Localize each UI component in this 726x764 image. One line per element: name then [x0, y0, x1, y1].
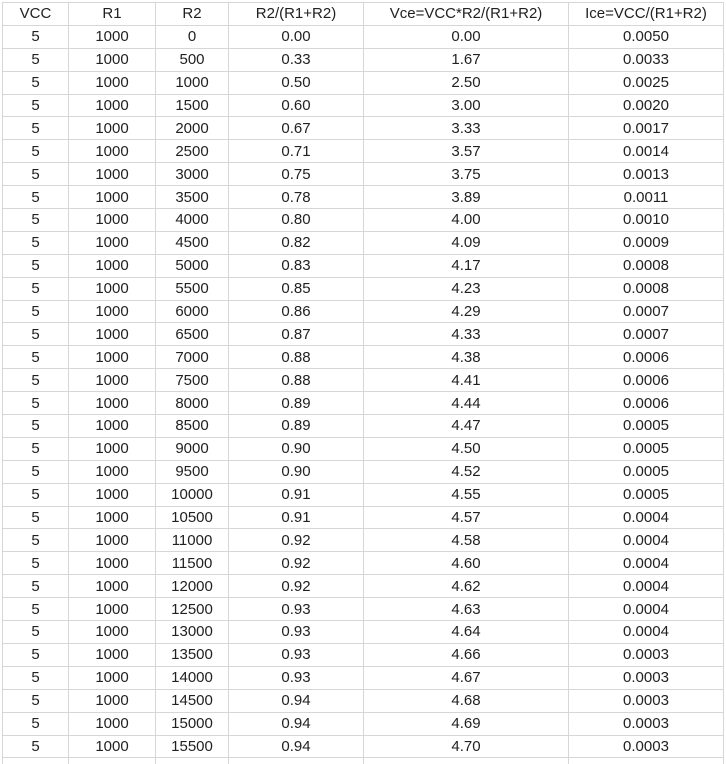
column-header[interactable]: R2/(R1+R2): [229, 3, 364, 26]
spreadsheet: [2, 2, 724, 764]
table-cell[interactable]: 3000: [156, 163, 229, 186]
table-cell[interactable]: 0.88: [229, 369, 364, 392]
table-row: [3, 460, 724, 483]
partial-empty-row: [3, 758, 724, 764]
table-cell[interactable]: 10000: [156, 483, 229, 506]
table-cell[interactable]: 0.92: [229, 529, 364, 552]
table-cell[interactable]: 5: [3, 689, 69, 712]
table-cell[interactable]: 1000: [69, 346, 156, 369]
table-cell[interactable]: 9500: [156, 460, 229, 483]
table-cell[interactable]: 1000: [69, 621, 156, 644]
table-cell[interactable]: 1000: [69, 483, 156, 506]
table-cell[interactable]: 4.52: [364, 460, 569, 483]
table-cell[interactable]: 13500: [156, 643, 229, 666]
table-cell[interactable]: 0.93: [229, 621, 364, 644]
table-cell[interactable]: 4.23: [364, 277, 569, 300]
table-cell[interactable]: 4.67: [364, 666, 569, 689]
table-cell[interactable]: 1000: [69, 71, 156, 94]
table-cell[interactable]: 4.57: [364, 506, 569, 529]
table-cell[interactable]: 0.71: [229, 140, 364, 163]
table-cell[interactable]: 3.00: [364, 94, 569, 117]
table-cell[interactable]: 0.0006: [569, 392, 724, 415]
table-cell[interactable]: 5: [3, 369, 69, 392]
table-cell[interactable]: 0.85: [229, 277, 364, 300]
table-cell[interactable]: 0.0004: [569, 506, 724, 529]
table-row: [3, 25, 724, 48]
table-cell[interactable]: 11500: [156, 552, 229, 575]
table-cell[interactable]: 4.38: [364, 346, 569, 369]
table-cell[interactable]: 3.75: [364, 163, 569, 186]
table-cell[interactable]: 1000: [69, 209, 156, 232]
table-cell[interactable]: 0.0025: [569, 71, 724, 94]
table-row: [3, 552, 724, 575]
table-row: [3, 689, 724, 712]
table-cell[interactable]: 5: [3, 460, 69, 483]
table-cell[interactable]: 1000: [69, 712, 156, 735]
table-row: [3, 254, 724, 277]
table-cell[interactable]: 4.62: [364, 575, 569, 598]
table-cell[interactable]: 3.33: [364, 117, 569, 140]
empty-cell[interactable]: [229, 758, 364, 764]
table-cell[interactable]: 1000: [69, 140, 156, 163]
table-cell[interactable]: 0.94: [229, 689, 364, 712]
table-cell[interactable]: 5: [3, 209, 69, 232]
table-row: [3, 506, 724, 529]
table-cell[interactable]: 4.41: [364, 369, 569, 392]
table-cell[interactable]: 12500: [156, 598, 229, 621]
column-header[interactable]: Vce=VCC*R2/(R1+R2): [364, 3, 569, 26]
table-row: [3, 575, 724, 598]
table-cell[interactable]: 5: [3, 575, 69, 598]
table-cell[interactable]: 5: [3, 552, 69, 575]
table-cell[interactable]: 2.50: [364, 71, 569, 94]
table-cell[interactable]: 0.0003: [569, 689, 724, 712]
table-cell[interactable]: 1000: [156, 71, 229, 94]
table-cell[interactable]: 5000: [156, 254, 229, 277]
table-cell[interactable]: 1000: [69, 437, 156, 460]
table-cell[interactable]: 1000: [69, 254, 156, 277]
table-cell[interactable]: 0.94: [229, 735, 364, 758]
table-cell[interactable]: 4.69: [364, 712, 569, 735]
table-cell[interactable]: 1000: [69, 323, 156, 346]
table-cell[interactable]: 1000: [69, 666, 156, 689]
table-cell[interactable]: 3500: [156, 186, 229, 209]
table-cell[interactable]: 3.89: [364, 186, 569, 209]
table-cell[interactable]: 0.0033: [569, 48, 724, 71]
table-cell[interactable]: 1000: [69, 575, 156, 598]
table-cell[interactable]: 5: [3, 712, 69, 735]
table-cell[interactable]: 0.93: [229, 598, 364, 621]
table-cell[interactable]: 15000: [156, 712, 229, 735]
table-cell[interactable]: 0.50: [229, 71, 364, 94]
table-cell[interactable]: 5: [3, 48, 69, 71]
table-cell[interactable]: 0.89: [229, 415, 364, 438]
table-cell[interactable]: 0.0008: [569, 254, 724, 277]
table-cell[interactable]: 1000: [69, 689, 156, 712]
table-cell[interactable]: 4.58: [364, 529, 569, 552]
table-cell[interactable]: 5: [3, 277, 69, 300]
table-cell[interactable]: 1500: [156, 94, 229, 117]
table-cell[interactable]: 2500: [156, 140, 229, 163]
table-cell[interactable]: 0.0008: [569, 277, 724, 300]
table-cell[interactable]: 1000: [69, 163, 156, 186]
table-row: [3, 483, 724, 506]
table-cell[interactable]: 0.75: [229, 163, 364, 186]
table-cell[interactable]: 1.67: [364, 48, 569, 71]
table-cell[interactable]: 0.0050: [569, 25, 724, 48]
table-cell[interactable]: 5: [3, 643, 69, 666]
table-cell[interactable]: 5: [3, 415, 69, 438]
table-cell[interactable]: 1000: [69, 48, 156, 71]
table-cell[interactable]: 0.90: [229, 437, 364, 460]
table-row: [3, 48, 724, 71]
table-row: [3, 140, 724, 163]
table-row: [3, 369, 724, 392]
table-row: [3, 666, 724, 689]
table-cell[interactable]: 1000: [69, 186, 156, 209]
table-cell[interactable]: 5: [3, 300, 69, 323]
table-cell[interactable]: 0.60: [229, 94, 364, 117]
table-cell[interactable]: 5: [3, 437, 69, 460]
table-cell[interactable]: 7000: [156, 346, 229, 369]
table-cell[interactable]: 1000: [69, 369, 156, 392]
table-cell[interactable]: 5: [3, 598, 69, 621]
table-row: [3, 712, 724, 735]
table-cell[interactable]: 1000: [69, 735, 156, 758]
header-row: [3, 3, 724, 26]
table-row: [3, 209, 724, 232]
table-cell[interactable]: 4000: [156, 209, 229, 232]
table-row: [3, 300, 724, 323]
table-cell[interactable]: 8000: [156, 392, 229, 415]
table-row: [3, 277, 724, 300]
table-cell[interactable]: 0.0004: [569, 575, 724, 598]
table-cell[interactable]: 0.0005: [569, 415, 724, 438]
table-cell[interactable]: 5: [3, 163, 69, 186]
table-cell[interactable]: 1000: [69, 300, 156, 323]
table-cell[interactable]: 1000: [69, 529, 156, 552]
table-cell[interactable]: 0.88: [229, 346, 364, 369]
table-cell[interactable]: 0.0004: [569, 529, 724, 552]
table-cell[interactable]: 0.0005: [569, 460, 724, 483]
table-cell[interactable]: 5: [3, 186, 69, 209]
table-cell[interactable]: 5: [3, 25, 69, 48]
table-cell[interactable]: 5: [3, 71, 69, 94]
table-cell[interactable]: 5: [3, 117, 69, 140]
table-cell[interactable]: 15500: [156, 735, 229, 758]
table-cell[interactable]: 0.0013: [569, 163, 724, 186]
table-row: [3, 643, 724, 666]
empty-cell[interactable]: [569, 758, 724, 764]
spreadsheet-table: [2, 2, 724, 764]
table-cell[interactable]: 4.33: [364, 323, 569, 346]
table-cell[interactable]: 0.92: [229, 575, 364, 598]
table-cell[interactable]: 4.47: [364, 415, 569, 438]
table-cell[interactable]: 0.33: [229, 48, 364, 71]
table-cell[interactable]: 14500: [156, 689, 229, 712]
table-cell[interactable]: 0.0010: [569, 209, 724, 232]
table-cell[interactable]: 0.0003: [569, 712, 724, 735]
table-cell[interactable]: 6000: [156, 300, 229, 323]
table-cell[interactable]: 0.86: [229, 300, 364, 323]
table-cell[interactable]: 1000: [69, 552, 156, 575]
table-cell[interactable]: 5: [3, 483, 69, 506]
table-cell[interactable]: 5: [3, 254, 69, 277]
table-cell[interactable]: 0.0006: [569, 346, 724, 369]
table-cell[interactable]: 4.64: [364, 621, 569, 644]
table-cell[interactable]: 7500: [156, 369, 229, 392]
empty-cell[interactable]: [364, 758, 569, 764]
table-cell[interactable]: 4.44: [364, 392, 569, 415]
table-cell[interactable]: 5: [3, 506, 69, 529]
table-cell[interactable]: 0.0007: [569, 300, 724, 323]
table-cell[interactable]: 0.0005: [569, 437, 724, 460]
table-cell[interactable]: 8500: [156, 415, 229, 438]
table-cell[interactable]: 1000: [69, 117, 156, 140]
table-cell[interactable]: 1000: [69, 25, 156, 48]
table-cell[interactable]: 5: [3, 621, 69, 644]
table-cell[interactable]: 5500: [156, 277, 229, 300]
column-header[interactable]: VCC: [3, 3, 69, 26]
table-cell[interactable]: 1000: [69, 598, 156, 621]
table-cell[interactable]: 0.0007: [569, 323, 724, 346]
table-cell[interactable]: 0.0009: [569, 231, 724, 254]
empty-cell[interactable]: [69, 758, 156, 764]
table-cell[interactable]: 0.92: [229, 552, 364, 575]
table-cell[interactable]: 4.66: [364, 643, 569, 666]
column-header[interactable]: R2: [156, 3, 229, 26]
table-cell[interactable]: 0.87: [229, 323, 364, 346]
table-row: [3, 346, 724, 369]
table-cell[interactable]: 5: [3, 735, 69, 758]
table-cell[interactable]: 0.82: [229, 231, 364, 254]
table-row: [3, 621, 724, 644]
table-cell[interactable]: 6500: [156, 323, 229, 346]
table-cell[interactable]: 5: [3, 392, 69, 415]
table-cell[interactable]: 0.89: [229, 392, 364, 415]
table-row: [3, 323, 724, 346]
table-cell[interactable]: 500: [156, 48, 229, 71]
table-cell[interactable]: 4500: [156, 231, 229, 254]
table-row: [3, 529, 724, 552]
table-row: [3, 415, 724, 438]
table-cell[interactable]: 5: [3, 94, 69, 117]
table-cell[interactable]: 0.0004: [569, 552, 724, 575]
table-cell[interactable]: 0.91: [229, 483, 364, 506]
table-cell[interactable]: 12000: [156, 575, 229, 598]
column-header[interactable]: Ice=VCC/(R1+R2): [569, 3, 724, 26]
empty-cell[interactable]: [156, 758, 229, 764]
table-cell[interactable]: 3.57: [364, 140, 569, 163]
table-cell[interactable]: 14000: [156, 666, 229, 689]
table-cell[interactable]: 0: [156, 25, 229, 48]
table-cell[interactable]: 0.0004: [569, 598, 724, 621]
table-cell[interactable]: 0.93: [229, 643, 364, 666]
table-cell[interactable]: 0.0017: [569, 117, 724, 140]
table-cell[interactable]: 5: [3, 666, 69, 689]
table-cell[interactable]: 0.93: [229, 666, 364, 689]
table-row: [3, 437, 724, 460]
table-cell[interactable]: 0.78: [229, 186, 364, 209]
table-cell[interactable]: 1000: [69, 460, 156, 483]
table-cell[interactable]: 0.0011: [569, 186, 724, 209]
table-row: [3, 231, 724, 254]
table-cell[interactable]: 4.29: [364, 300, 569, 323]
table-cell[interactable]: 4.70: [364, 735, 569, 758]
table-cell[interactable]: 1000: [69, 231, 156, 254]
table-cell[interactable]: 0.0003: [569, 643, 724, 666]
table-cell[interactable]: 0.0003: [569, 735, 724, 758]
table-cell[interactable]: 5: [3, 529, 69, 552]
table-cell[interactable]: 0.0005: [569, 483, 724, 506]
table-cell[interactable]: 9000: [156, 437, 229, 460]
table-cell[interactable]: 10500: [156, 506, 229, 529]
table-cell[interactable]: 5: [3, 323, 69, 346]
table-cell[interactable]: 4.50: [364, 437, 569, 460]
empty-cell[interactable]: [3, 758, 69, 764]
table-cell[interactable]: 1000: [69, 643, 156, 666]
table-cell[interactable]: 0.67: [229, 117, 364, 140]
table-cell[interactable]: 1000: [69, 392, 156, 415]
table-cell[interactable]: 0.90: [229, 460, 364, 483]
table-cell[interactable]: 5: [3, 346, 69, 369]
table-cell[interactable]: 5: [3, 140, 69, 163]
table-cell[interactable]: 4.55: [364, 483, 569, 506]
table-row: [3, 71, 724, 94]
table-row: [3, 735, 724, 758]
table-cell[interactable]: 1000: [69, 277, 156, 300]
column-header[interactable]: R1: [69, 3, 156, 26]
table-cell[interactable]: 4.68: [364, 689, 569, 712]
table-cell[interactable]: 4.60: [364, 552, 569, 575]
table-cell[interactable]: 0.80: [229, 209, 364, 232]
table-row: [3, 94, 724, 117]
table-cell[interactable]: 13000: [156, 621, 229, 644]
table-cell[interactable]: 4.09: [364, 231, 569, 254]
table-cell[interactable]: 1000: [69, 506, 156, 529]
table-row: [3, 117, 724, 140]
table-cell[interactable]: 4.00: [364, 209, 569, 232]
table-cell[interactable]: 0.91: [229, 506, 364, 529]
table-cell[interactable]: 0.00: [229, 25, 364, 48]
table-body: [3, 25, 724, 764]
table-cell[interactable]: 0.0014: [569, 140, 724, 163]
table-cell[interactable]: 0.00: [364, 25, 569, 48]
table-cell[interactable]: 1000: [69, 415, 156, 438]
table-cell[interactable]: 4.63: [364, 598, 569, 621]
table-cell[interactable]: 1000: [69, 94, 156, 117]
table-row: [3, 186, 724, 209]
table-row: [3, 163, 724, 186]
table-row: [3, 392, 724, 415]
table-row: [3, 598, 724, 621]
table-cell[interactable]: 4.17: [364, 254, 569, 277]
table-cell[interactable]: 0.0004: [569, 621, 724, 644]
table-cell[interactable]: 5: [3, 231, 69, 254]
table-cell[interactable]: 0.83: [229, 254, 364, 277]
table-cell[interactable]: 11000: [156, 529, 229, 552]
table-cell[interactable]: 0.0006: [569, 369, 724, 392]
table-cell[interactable]: 0.94: [229, 712, 364, 735]
table-cell[interactable]: 0.0003: [569, 666, 724, 689]
table-cell[interactable]: 0.0020: [569, 94, 724, 117]
table-cell[interactable]: 2000: [156, 117, 229, 140]
